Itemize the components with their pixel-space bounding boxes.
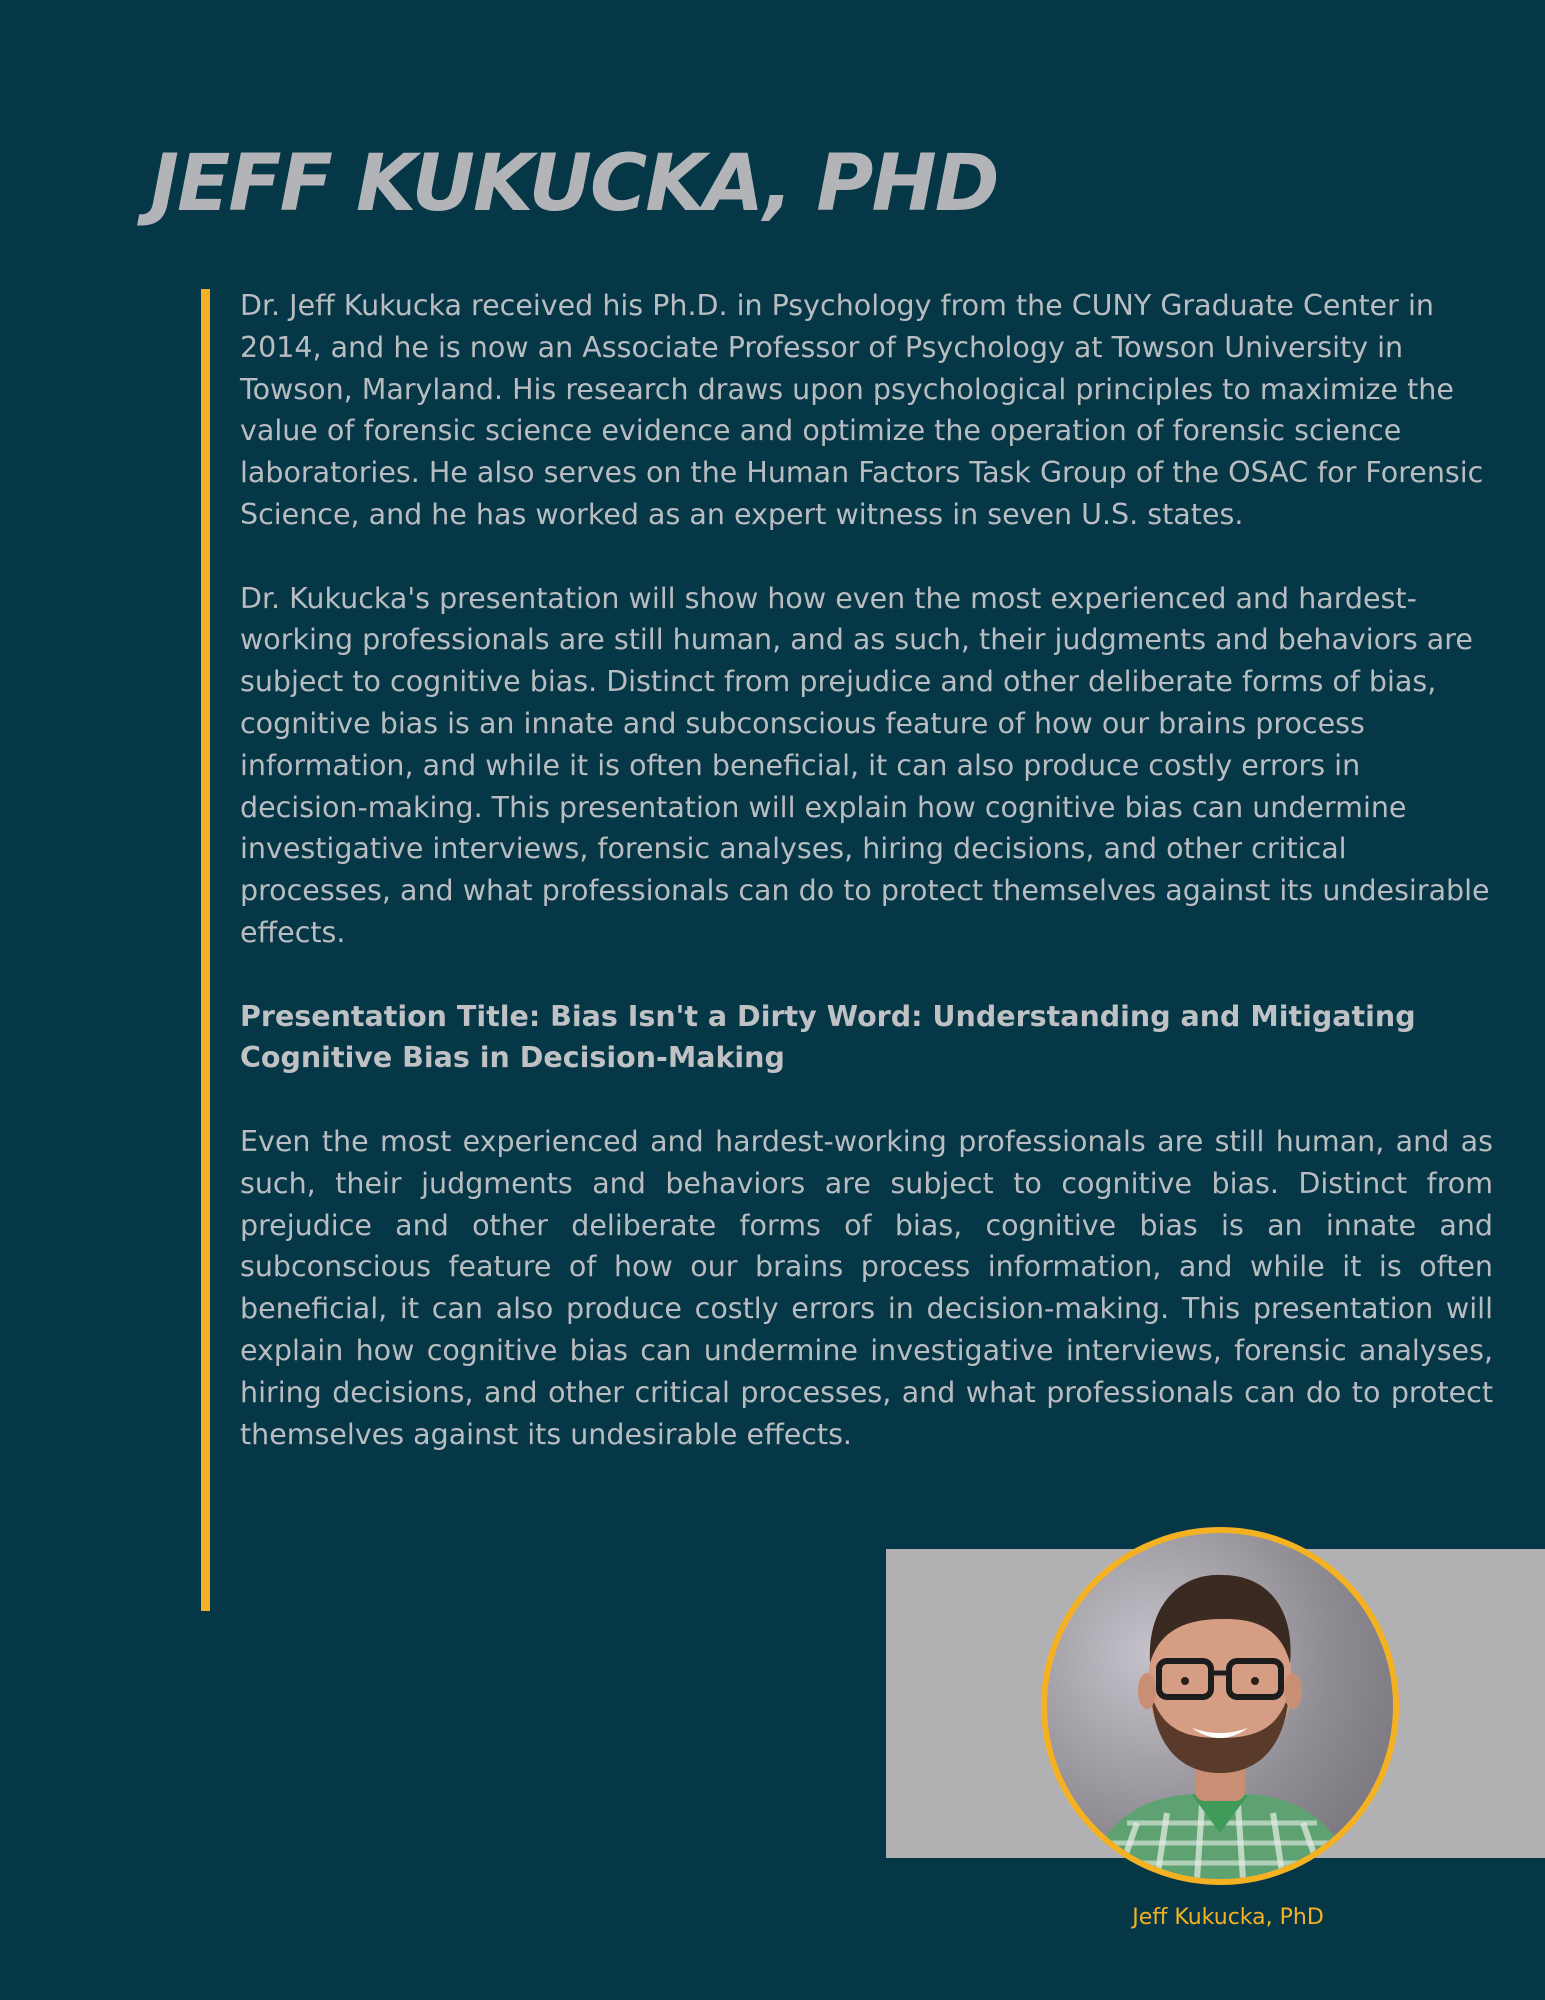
presentation-summary: Dr. Kukucka's presentation will show how even the most experienced and hardest-working professionals are still human, and as such, their judgments and behaviors are subject to cognitive bias. Distinct from prejudice and other deliberate forms of bias, cognitive bias is an innate and subconscious feature of how our brains process information, and while it is often beneficial, it can also produce costly errors in decision-making. This presentation will explain how cognitive bias can undermine investigative interviews, forensic analyses, hiring decisions, and other critical processes, and what professionals can do to protect themselves against its undesirable effects. [240,581,1490,949]
bio-paragraph: Dr. Jeff Kukucka received his Ph.D. in Psychology from the CUNY Graduate Center in 2014, and he is now an Associate Professor of Psychology at Towson University in Towson, Maryland. His research draws upon psychological principles to maximize the value of forensic science evidence and optimize the operation of forensic science laboratories. He also serves on the Human Factors Task Group of the OSAC for Forensic Science, and he has worked as an expert witness in seven U.S. states. [240,289,1484,531]
photo-caption: Jeff Kukucka, PhD [1132,1905,1324,1930]
accent-bar [201,289,210,1611]
presentation-title: Presentation Title: Bias Isn't a Dirty Word: Understanding and Mitigating Cognitive Bias in Decision-Making [240,999,1416,1075]
presentation-description: Even the most experienced and hardest-working professionals are still human, and as such, their judgments and behaviors are subject to cognitive bias. Distinct from prejudice and other deliberate forms of bias, cognitive bias is an innate and subconscious feature of how our brains process information, and while it is often beneficial, it can also produce costly errors in decision-making. This presentation will explain how cognitive bias can undermine investigative interviews, forensic analyses, hiring decisions, and other critical processes, and what professionals can do to protect themselves against its undesirable effects. [240,1124,1493,1451]
portrait-photo [1041,1527,1399,1885]
bio-content [240,285,1493,1455]
portrait-illustration [1047,1533,1393,1879]
page-title: JEFF KUKUCKA, PHD [150,139,998,229]
